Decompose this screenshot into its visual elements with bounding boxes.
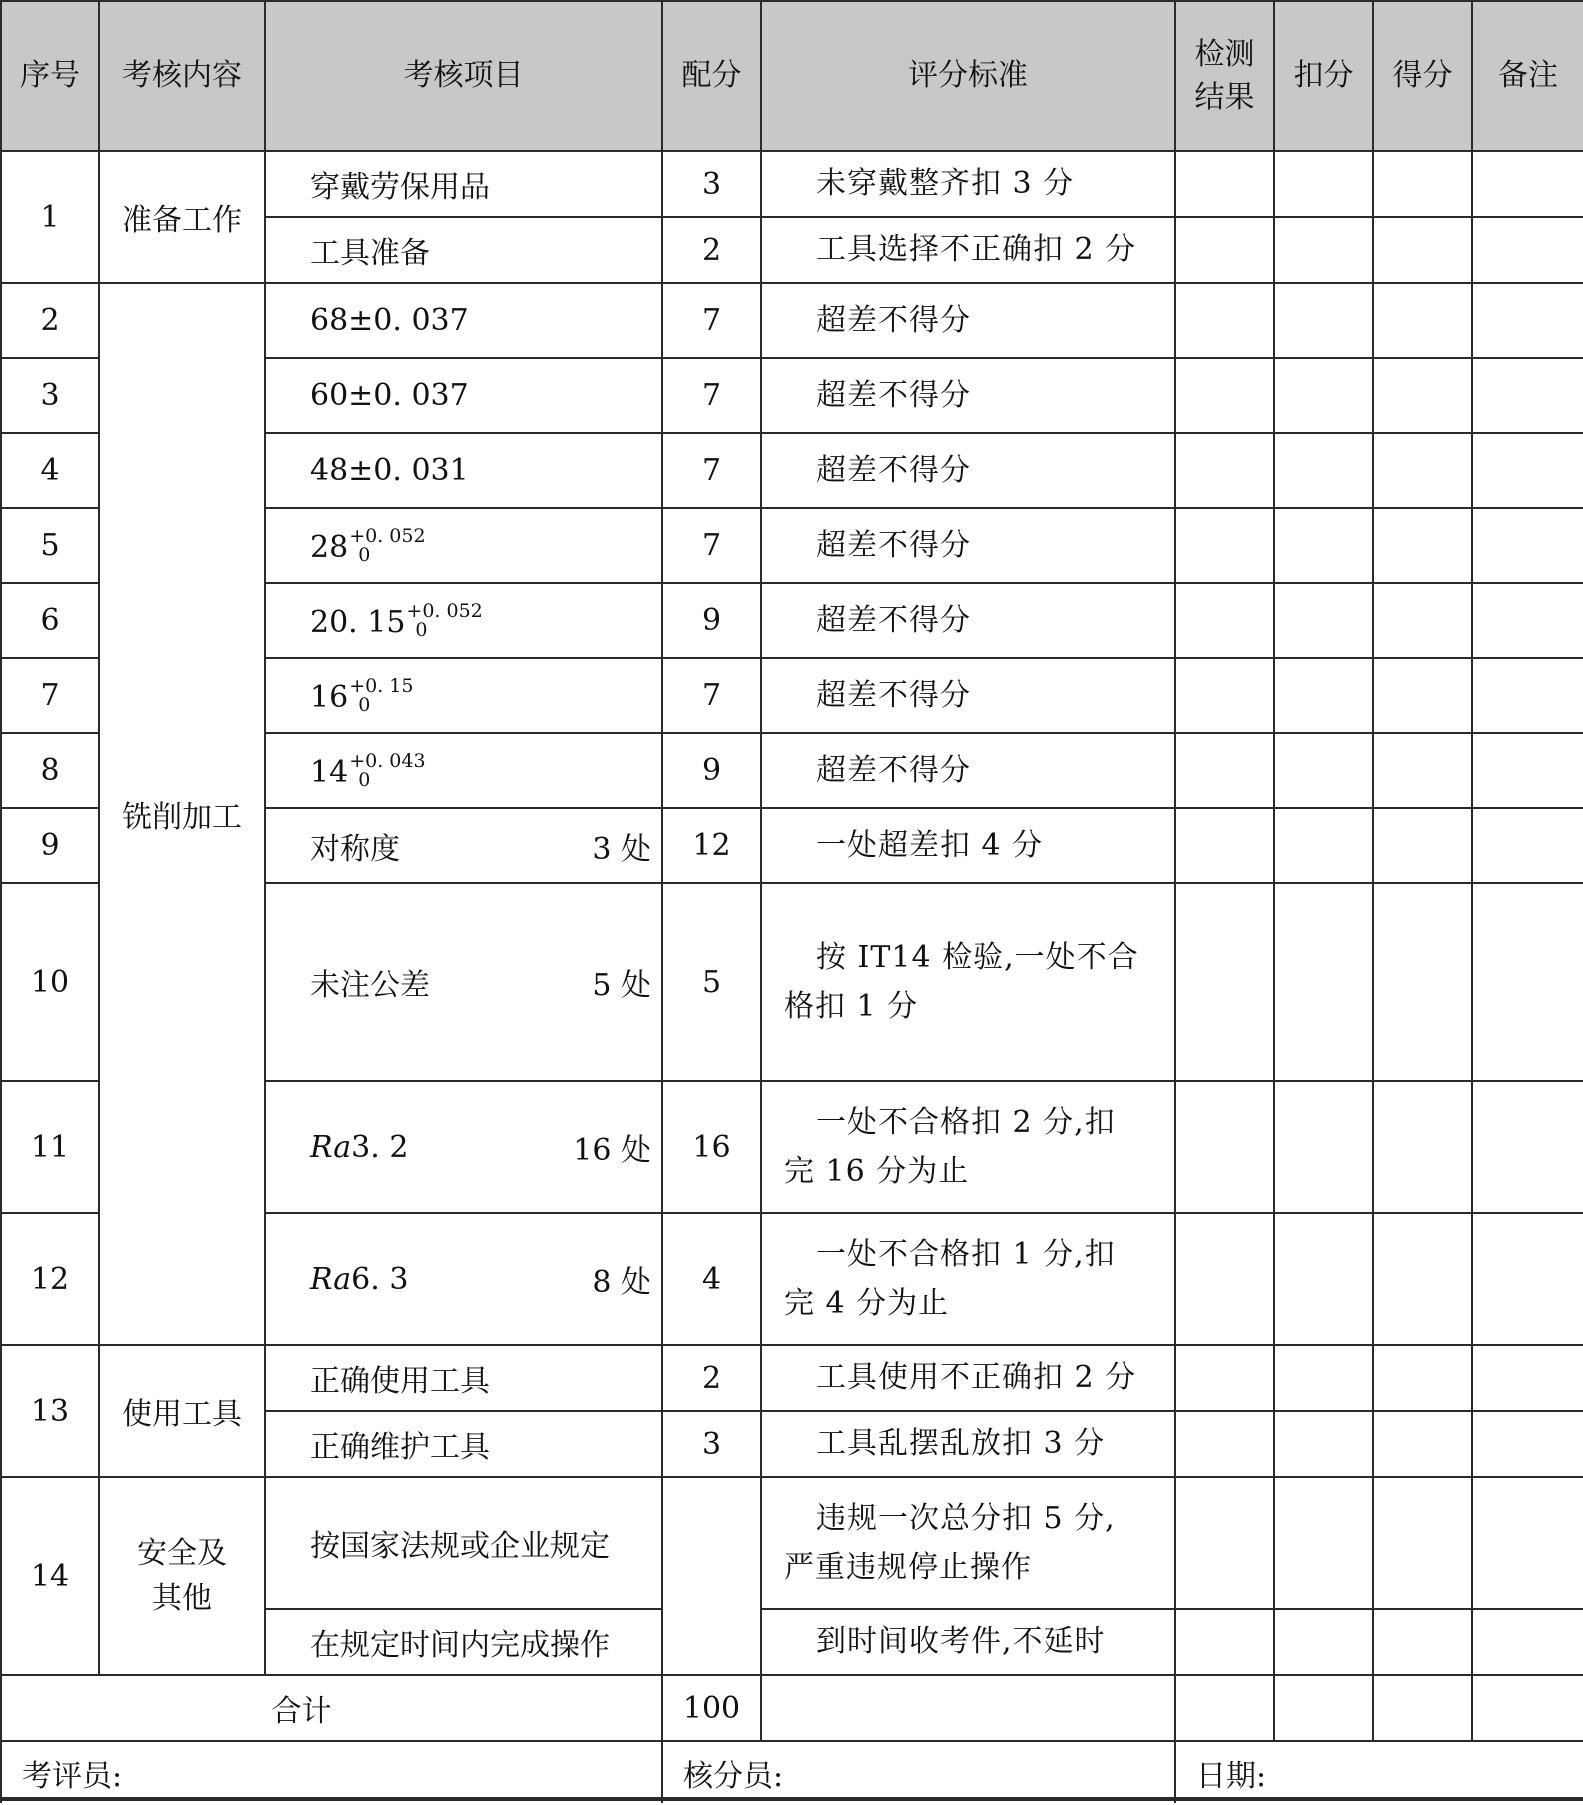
row-seq: 1 xyxy=(1,151,99,283)
row-seq: 3 xyxy=(1,358,99,433)
tolerance xyxy=(349,749,426,791)
remark-cell[interactable] xyxy=(1472,283,1583,358)
row-seq: 4 xyxy=(1,433,99,508)
signature-row xyxy=(1,1741,1583,1803)
remark-cell[interactable] xyxy=(1472,583,1583,658)
deduct-cell[interactable] xyxy=(1274,883,1373,1081)
score-cell[interactable] xyxy=(1373,1477,1472,1609)
row-criteria xyxy=(761,358,1175,433)
deduct-cell[interactable] xyxy=(1274,1213,1373,1345)
row-points: 4 xyxy=(662,1213,761,1345)
row-item: 按国家法规或企业规定 xyxy=(265,1477,662,1609)
roughness-value: 3. 2 xyxy=(351,1129,409,1165)
item-qty: 3 处 xyxy=(592,831,651,867)
deduct-cell[interactable] xyxy=(1274,1609,1373,1675)
criteria-text: 一处超差扣 4 分 xyxy=(816,827,1044,863)
remark-cell[interactable] xyxy=(1472,1477,1583,1609)
date-field[interactable]: 日期: xyxy=(1175,1741,1583,1803)
remark-cell[interactable] xyxy=(1472,217,1583,283)
item-qty: 5 处 xyxy=(592,968,651,1003)
tolerance-upper: +0. 052 xyxy=(349,524,426,547)
row-points: 2 xyxy=(662,1345,761,1411)
item-qty: 8 处 xyxy=(592,1265,651,1300)
row-criteria xyxy=(761,808,1175,883)
group-safety-label: 安全及其他 xyxy=(137,1536,227,1616)
result-cell[interactable] xyxy=(1175,1213,1274,1345)
scorer-field[interactable]: 核分员: xyxy=(662,1741,1175,1803)
row-points: 5 xyxy=(662,883,761,1081)
header-score: 得分 xyxy=(1373,1,1472,151)
row-criteria xyxy=(761,217,1175,283)
tolerance xyxy=(349,524,426,566)
row-seq: 12 xyxy=(1,1213,99,1345)
criteria-line-2: 格扣 1 分 xyxy=(784,989,919,1024)
row-criteria xyxy=(761,658,1175,733)
row-points: 7 xyxy=(662,283,761,358)
result-cell[interactable] xyxy=(1175,1081,1274,1213)
header-seq: 序号 xyxy=(1,1,99,151)
row-seq: 6 xyxy=(1,583,99,658)
deduct-cell[interactable] xyxy=(1274,808,1373,883)
group-prep: 准备工作 xyxy=(99,151,265,283)
row-item: 48±0. 031 xyxy=(265,433,662,508)
result-cell[interactable] xyxy=(1175,1411,1274,1477)
criteria-line-2: 完 4 分为止 xyxy=(784,1286,950,1321)
criteria-text: 超差不得分 xyxy=(816,302,971,338)
row-seq: 14 xyxy=(1,1477,99,1675)
table-row xyxy=(1,1477,1583,1609)
row-criteria xyxy=(761,583,1175,658)
row-criteria xyxy=(761,1345,1175,1411)
header-points: 配分 xyxy=(662,1,761,151)
row-seq: 11 xyxy=(1,1081,99,1213)
total-row xyxy=(1,1675,1583,1741)
row-points: 7 xyxy=(662,358,761,433)
tolerance xyxy=(349,674,414,716)
score-cell[interactable] xyxy=(1373,1609,1472,1675)
row-points: 3 xyxy=(662,151,761,217)
table-row xyxy=(1,1345,1583,1411)
total-label xyxy=(1,1675,662,1741)
criteria-text: 工具乱摆乱放扣 3 分 xyxy=(816,1426,1106,1462)
tolerance-upper: +0. 043 xyxy=(349,749,426,772)
row-criteria xyxy=(761,1609,1175,1675)
row-points: 9 xyxy=(662,733,761,808)
remark-cell[interactable] xyxy=(1472,508,1583,583)
deduct-cell[interactable] xyxy=(1274,1345,1373,1411)
remark-cell[interactable] xyxy=(1472,1345,1583,1411)
row-seq: 7 xyxy=(1,658,99,733)
examiner-field[interactable]: 考评员: xyxy=(1,1741,662,1803)
deduct-cell[interactable] xyxy=(1274,283,1373,358)
score-cell[interactable] xyxy=(1373,151,1472,217)
deduct-cell[interactable] xyxy=(1274,508,1373,583)
tolerance-lower: 0 xyxy=(415,618,428,641)
score-cell[interactable] xyxy=(1373,217,1472,283)
row-item: 60±0. 037 xyxy=(265,358,662,433)
remark-cell[interactable] xyxy=(1472,1213,1583,1345)
row-criteria xyxy=(761,151,1175,217)
group-tools: 使用工具 xyxy=(99,1345,265,1477)
criteria-text: 超差不得分 xyxy=(816,602,971,638)
row-points: 7 xyxy=(662,508,761,583)
tolerance-upper: +0. 15 xyxy=(349,674,414,697)
row-criteria xyxy=(761,433,1175,508)
header-criteria: 评分标准 xyxy=(761,1,1175,151)
group-milling: 铣削加工 xyxy=(99,283,265,1345)
criteria-text: 超差不得分 xyxy=(816,452,971,488)
item-with-qty xyxy=(310,824,651,868)
result-cell[interactable] xyxy=(1175,283,1274,358)
item-with-qty xyxy=(310,960,651,1004)
result-cell[interactable] xyxy=(1175,883,1274,1081)
criteria-text: 超差不得分 xyxy=(816,677,971,713)
remark-cell[interactable] xyxy=(1472,733,1583,808)
criteria-text: 到时间收考件,不延时 xyxy=(816,1624,1106,1660)
tolerance-lower: 0 xyxy=(358,693,371,716)
result-cell[interactable] xyxy=(1175,433,1274,508)
row-points: 12 xyxy=(662,808,761,883)
row-criteria xyxy=(761,883,1175,1081)
score-cell[interactable] xyxy=(1373,1411,1472,1477)
row-seq: 13 xyxy=(1,1345,99,1477)
deduct-cell[interactable] xyxy=(1274,358,1373,433)
score-cell[interactable] xyxy=(1373,508,1472,583)
row-item xyxy=(265,883,662,1081)
row-item: 在规定时间内完成操作 xyxy=(265,1609,662,1675)
result-cell[interactable] xyxy=(1175,508,1274,583)
row-criteria xyxy=(761,1081,1175,1213)
deduct-cell[interactable] xyxy=(1274,658,1373,733)
item-label: 对称度 xyxy=(310,831,400,867)
result-cell[interactable] xyxy=(1175,1477,1274,1609)
tolerance-upper: +0. 052 xyxy=(406,599,483,622)
criteria-text: 超差不得分 xyxy=(816,377,971,413)
criteria-text: 工具使用不正确扣 2 分 xyxy=(816,1360,1137,1396)
header-result xyxy=(1175,1,1274,151)
row-item xyxy=(265,733,662,808)
row-item xyxy=(265,658,662,733)
item-label xyxy=(310,1262,408,1297)
deduct-cell[interactable] xyxy=(1274,151,1373,217)
roughness-symbol: Ra xyxy=(310,1261,352,1297)
table-row xyxy=(1,151,1583,217)
criteria-text: 超差不得分 xyxy=(816,527,971,563)
header-remark: 备注 xyxy=(1472,1,1583,151)
deduct-cell[interactable] xyxy=(1274,217,1373,283)
table-row xyxy=(1,283,1583,358)
result-cell[interactable] xyxy=(1175,808,1274,883)
row-points xyxy=(662,1477,761,1675)
row-points: 3 xyxy=(662,1411,761,1477)
header-deduct: 扣分 xyxy=(1274,1,1373,151)
item-with-qty xyxy=(310,1257,651,1301)
header-row xyxy=(1,1,1583,151)
total-value: 100 xyxy=(662,1675,761,1741)
row-seq: 8 xyxy=(1,733,99,808)
row-points: 7 xyxy=(662,658,761,733)
criteria-line-1: 一处不合格扣 2 分,扣 xyxy=(816,1104,1116,1140)
score-cell[interactable] xyxy=(1373,283,1472,358)
row-points: 2 xyxy=(662,217,761,283)
criteria-text: 超差不得分 xyxy=(816,752,971,788)
result-cell[interactable] xyxy=(1175,217,1274,283)
deduct-cell[interactable] xyxy=(1274,733,1373,808)
score-cell[interactable] xyxy=(1373,808,1472,883)
result-cell[interactable] xyxy=(1175,1609,1274,1675)
row-item xyxy=(265,808,662,883)
item-label: 未注公差 xyxy=(310,968,430,1003)
header-result-label: 检测结果 xyxy=(1194,36,1255,115)
score-cell[interactable] xyxy=(1373,1345,1472,1411)
deduct-cell[interactable] xyxy=(1274,433,1373,508)
total-deduct-cell[interactable] xyxy=(1274,1675,1373,1741)
row-item: 68±0. 037 xyxy=(265,283,662,358)
dimension-value: 20. 15 xyxy=(310,604,406,640)
remark-cell[interactable] xyxy=(1472,1609,1583,1675)
row-item: 工具准备 xyxy=(265,217,662,283)
row-seq: 2 xyxy=(1,283,99,358)
result-cell[interactable] xyxy=(1175,583,1274,658)
result-cell[interactable] xyxy=(1175,658,1274,733)
row-seq: 10 xyxy=(1,883,99,1081)
total-criteria-cell xyxy=(761,1675,1175,1741)
remark-cell[interactable] xyxy=(1472,358,1583,433)
deduct-cell[interactable] xyxy=(1274,1081,1373,1213)
item-with-qty xyxy=(310,1125,651,1169)
criteria-line-2: 完 16 分为止 xyxy=(784,1154,970,1189)
row-item xyxy=(265,508,662,583)
result-cell[interactable] xyxy=(1175,358,1274,433)
row-item xyxy=(265,1213,662,1345)
criteria-line-1: 按 IT14 检验,一处不合 xyxy=(816,939,1139,975)
deduct-cell[interactable] xyxy=(1274,583,1373,658)
tolerance xyxy=(406,599,483,641)
row-criteria xyxy=(761,1213,1175,1345)
deduct-cell[interactable] xyxy=(1274,1411,1373,1477)
row-seq: 5 xyxy=(1,508,99,583)
criteria-line-1: 一处不合格扣 1 分,扣 xyxy=(816,1236,1116,1272)
result-cell[interactable] xyxy=(1175,151,1274,217)
header-item: 考核项目 xyxy=(265,1,662,151)
row-criteria xyxy=(761,1411,1175,1477)
remark-cell[interactable] xyxy=(1472,883,1583,1081)
roughness-symbol: Ra xyxy=(310,1129,352,1165)
total-result-cell[interactable] xyxy=(1175,1675,1274,1741)
row-points: 16 xyxy=(662,1081,761,1213)
criteria-line-1: 违规一次总分扣 5 分, xyxy=(816,1500,1116,1536)
criteria-text: 未穿戴整齐扣 3 分 xyxy=(816,166,1075,202)
score-cell[interactable] xyxy=(1373,658,1472,733)
row-seq: 9 xyxy=(1,808,99,883)
result-cell[interactable] xyxy=(1175,1345,1274,1411)
row-points: 7 xyxy=(662,433,761,508)
dimension-value: 28 xyxy=(310,529,349,565)
result-cell[interactable] xyxy=(1175,733,1274,808)
dimension-value: 16 xyxy=(310,679,349,715)
tolerance-lower: 0 xyxy=(358,543,371,566)
total-label-text: 合计 xyxy=(271,1694,332,1729)
row-item xyxy=(265,583,662,658)
score-cell[interactable] xyxy=(1373,358,1472,433)
row-item: 正确使用工具 xyxy=(265,1345,662,1411)
remark-cell[interactable] xyxy=(1472,1411,1583,1477)
row-item: 正确维护工具 xyxy=(265,1411,662,1477)
total-remark-cell[interactable] xyxy=(1472,1675,1583,1741)
item-qty: 16 处 xyxy=(573,1133,651,1168)
criteria-line-2: 严重违规停止操作 xyxy=(784,1550,1032,1585)
row-criteria xyxy=(761,1477,1175,1609)
item-label xyxy=(310,1130,408,1165)
score-cell[interactable] xyxy=(1373,1213,1472,1345)
row-item xyxy=(265,1081,662,1213)
row-item: 穿戴劳保用品 xyxy=(265,151,662,217)
roughness-value: 6. 3 xyxy=(351,1261,409,1297)
remark-cell[interactable] xyxy=(1472,808,1583,883)
group-safety xyxy=(99,1477,265,1675)
row-criteria xyxy=(761,508,1175,583)
remark-cell[interactable] xyxy=(1472,658,1583,733)
score-cell[interactable] xyxy=(1373,733,1472,808)
tolerance-lower: 0 xyxy=(358,768,371,791)
score-cell[interactable] xyxy=(1373,583,1472,658)
row-points: 9 xyxy=(662,583,761,658)
total-score-cell[interactable] xyxy=(1373,1675,1472,1741)
dimension-value: 14 xyxy=(310,754,349,790)
remark-cell[interactable] xyxy=(1472,1081,1583,1213)
score-cell[interactable] xyxy=(1373,883,1472,1081)
score-cell[interactable] xyxy=(1373,1081,1472,1213)
row-criteria xyxy=(761,733,1175,808)
score-cell[interactable] xyxy=(1373,433,1472,508)
header-content: 考核内容 xyxy=(99,1,265,151)
remark-cell[interactable] xyxy=(1472,433,1583,508)
criteria-text: 工具选择不正确扣 2 分 xyxy=(816,232,1137,268)
remark-cell[interactable] xyxy=(1472,151,1583,217)
bottom-rule xyxy=(0,1797,1583,1801)
deduct-cell[interactable] xyxy=(1274,1477,1373,1609)
row-criteria xyxy=(761,283,1175,358)
